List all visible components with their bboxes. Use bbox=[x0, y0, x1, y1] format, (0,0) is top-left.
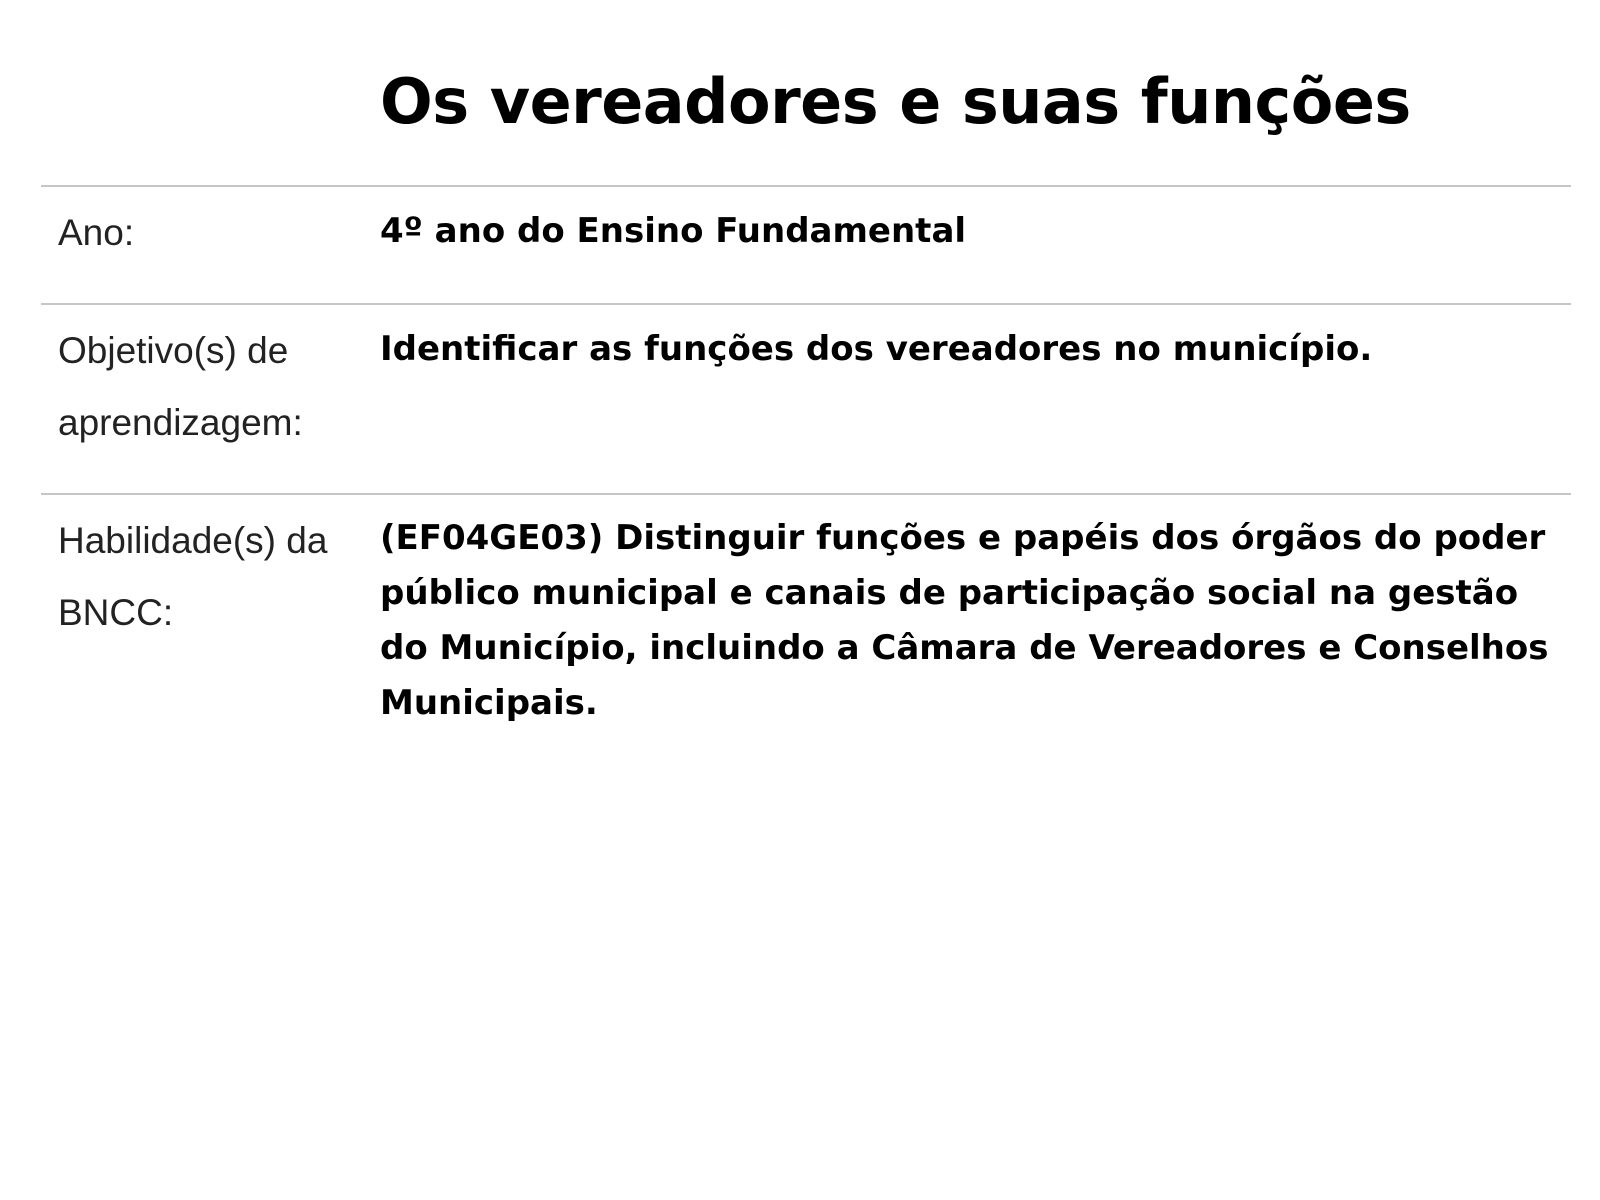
info-label-habilidade: Habilidade(s) da BNCC: bbox=[58, 520, 328, 633]
info-row-objetivo bbox=[41, 303, 1571, 493]
info-row-habilidade bbox=[41, 493, 1571, 753]
info-value-objetivo: Identificar as funções dos vereadores no município. bbox=[380, 329, 1373, 369]
info-row-ano bbox=[41, 185, 1571, 303]
info-value-habilidade: (EF04GE03) Distinguir funções e papéis dos órgãos do poder público municipal e canais de participação social na gestão do Município, incluindo a Câmara de Vereadores e Conselhos Municipais. bbox=[380, 518, 1549, 723]
page-title: Os vereadores e suas funções bbox=[380, 65, 1411, 138]
info-label-ano: Ano: bbox=[58, 212, 135, 253]
lesson-info-table bbox=[41, 185, 1571, 753]
info-label-objetivo: Objetivo(s) de aprendizagem: bbox=[58, 330, 303, 443]
info-value-ano: 4º ano do Ensino Fundamental bbox=[380, 211, 967, 251]
